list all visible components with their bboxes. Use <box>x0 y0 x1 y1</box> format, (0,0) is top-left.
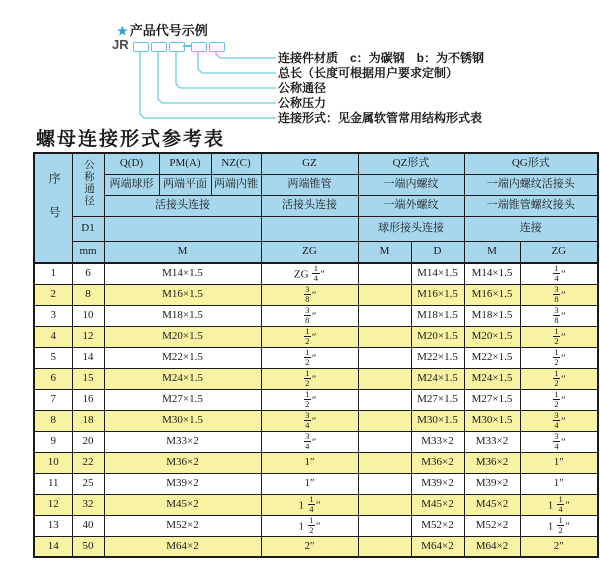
cell-qg-m: M14×1.5 <box>464 263 520 284</box>
header-blank-gz <box>261 216 358 241</box>
cell-mm: 6 <box>72 263 104 284</box>
fraction: $\frac{3}{8}$ <box>554 284 559 304</box>
table-row <box>34 263 598 284</box>
code-dash-icon <box>183 45 191 47</box>
cell-mm: 20 <box>72 431 104 452</box>
cell-qg-zg: 1 $\frac{1}{4}$ ″ <box>520 494 598 515</box>
header-qd: Q(D) <box>104 153 159 174</box>
cell-seq: 14 <box>34 536 72 557</box>
fraction: $\frac{1}{2}$ <box>305 368 310 388</box>
cell-qg-m: M33×2 <box>464 431 520 452</box>
table-row <box>34 326 598 347</box>
cell-qz-d: M39×2 <box>411 473 464 494</box>
cell-seq: 8 <box>34 410 72 431</box>
fraction: $\frac{1}{4}$ <box>313 263 319 284</box>
cell-qz-d: M52×2 <box>411 515 464 536</box>
header-qd-desc: 两端球形 <box>104 174 159 195</box>
cell-qz-m <box>358 473 411 494</box>
table-row <box>34 431 598 452</box>
cell-gz-size: $\frac{1}{2}$ ″ <box>261 347 358 368</box>
code-box <box>209 42 225 52</box>
cell-gz-size: $\frac{3}{8}$ ″ <box>261 305 358 326</box>
cell-qg-m: M24×1.5 <box>464 368 520 389</box>
cell-qg-m: M27×1.5 <box>464 389 520 410</box>
cell-gz-size: 1″ <box>261 473 358 494</box>
cell-qz-m <box>358 536 411 557</box>
cell-qz-m <box>358 431 411 452</box>
cell-qz-d: M27×1.5 <box>411 389 464 410</box>
header-qg-form: QG形式 <box>464 153 598 174</box>
cell-qz-m <box>358 452 411 473</box>
fraction: $\frac{1}{4}$ <box>558 494 563 514</box>
table-row <box>34 494 598 515</box>
cell-qg-m: M36×2 <box>464 452 520 473</box>
cell-seq: 12 <box>34 494 72 515</box>
fraction: $\frac{3}{4}$ <box>305 431 310 451</box>
code-callout-label: 总长（长度可根据用户要求定制） <box>278 66 459 80</box>
cell-qz-m <box>358 389 411 410</box>
cell-qz-d: M14×1.5 <box>411 263 464 284</box>
cell-qz-m <box>358 515 411 536</box>
cell-qz-d: M22×1.5 <box>411 347 464 368</box>
nut-connection-reference-table <box>33 152 599 558</box>
header-qz-desc1: 一端内螺纹 <box>358 174 464 195</box>
cell-gz-size: $\frac{3}{4}$ ″ <box>261 431 358 452</box>
cell-seq: 6 <box>34 368 72 389</box>
fraction: $\frac{3}{4}$ <box>305 410 310 430</box>
code-callout-label: 连接形式：见金属软管常用结构形式表 <box>278 111 483 125</box>
fraction: $\frac{1}{2}$ <box>554 389 559 409</box>
cell-qz-d: M33×2 <box>411 431 464 452</box>
cell-qg-m: M30×1.5 <box>464 410 520 431</box>
cell-mm: 22 <box>72 452 104 473</box>
cell-qg-zg: $\frac{1}{2}$ ″ <box>520 368 598 389</box>
fraction: $\frac{1}{2}$ <box>558 515 563 535</box>
header-qz-connection: 球形接头连接 <box>358 216 464 241</box>
table-row <box>34 410 598 431</box>
cell-qz-d: M16×1.5 <box>411 284 464 305</box>
cell-qg-m: M39×2 <box>464 473 520 494</box>
cell-qg-m: M18×1.5 <box>464 305 520 326</box>
cell-qz-m <box>358 284 411 305</box>
star-icon: ★ <box>117 24 128 38</box>
table-body <box>34 263 598 557</box>
table-row <box>34 347 598 368</box>
cell-mm: 8 <box>72 284 104 305</box>
cell-mm: 32 <box>72 494 104 515</box>
cell-m-thread: M24×1.5 <box>104 368 261 389</box>
cell-qz-m <box>358 347 411 368</box>
table-row <box>34 284 598 305</box>
cell-qg-m: M64×2 <box>464 536 520 557</box>
diagram-title <box>117 20 208 39</box>
header-nzc: NZ(C) <box>211 153 261 174</box>
cell-qg-m: M52×2 <box>464 515 520 536</box>
cell-qz-m <box>358 305 411 326</box>
fraction: $\frac{1}{2}$ <box>309 515 314 535</box>
header-nominal-diameter: 公称通径 <box>72 153 104 216</box>
header-seq: 序号 <box>34 153 72 263</box>
header-nzc-desc: 两端内锥 <box>211 174 261 195</box>
cell-qg-zg: $\frac{1}{2}$ ″ <box>520 389 598 410</box>
header-qg-connection: 连接 <box>464 216 598 241</box>
header-pma-desc: 两端平面 <box>159 174 211 195</box>
code-callout-label: 公称压力 <box>278 96 327 110</box>
table-row <box>34 452 598 473</box>
header-pma: PM(A) <box>159 153 211 174</box>
header-qg-zg: ZG <box>520 241 598 263</box>
cell-qz-m <box>358 263 411 284</box>
cell-mm: 50 <box>72 536 104 557</box>
cell-qz-m <box>358 368 411 389</box>
cell-gz-size: ZG $\frac{1}{4}$ ″ <box>261 263 358 284</box>
header-d1: D1 <box>72 216 104 241</box>
header-qz-desc2: 一端外螺纹 <box>358 195 464 216</box>
table-row <box>34 368 598 389</box>
table-header <box>34 153 598 263</box>
table-row <box>34 515 598 536</box>
cell-m-thread: M22×1.5 <box>104 347 261 368</box>
cell-mm: 25 <box>72 473 104 494</box>
cell-seq: 10 <box>34 452 72 473</box>
cell-seq: 11 <box>34 473 72 494</box>
header-gz-connection: 活接头连接 <box>261 195 358 216</box>
cell-gz-size: $\frac{1}{2}$ ″ <box>261 326 358 347</box>
cell-qz-m <box>358 494 411 515</box>
cell-seq: 2 <box>34 284 72 305</box>
fraction: $\frac{3}{4}$ <box>554 410 559 430</box>
cell-qg-m: M45×2 <box>464 494 520 515</box>
cell-qz-d: M24×1.5 <box>411 368 464 389</box>
code-box <box>151 42 167 52</box>
cell-mm: 14 <box>72 347 104 368</box>
header-m-thread: M <box>104 241 261 263</box>
cell-seq: 3 <box>34 305 72 326</box>
cell-mm: 15 <box>72 368 104 389</box>
cell-qg-zg: $\frac{3}{8}$ ″ <box>520 284 598 305</box>
table-row <box>34 536 598 557</box>
header-gz: GZ <box>261 153 358 174</box>
cell-gz-size: 2″ <box>261 536 358 557</box>
fraction: $\frac{1}{4}$ <box>309 494 314 514</box>
cell-m-thread: M39×2 <box>104 473 261 494</box>
cell-qg-zg: 2″ <box>520 536 598 557</box>
cell-seq: 13 <box>34 515 72 536</box>
code-prefix: JR <box>112 37 129 52</box>
cell-qg-m: M22×1.5 <box>464 347 520 368</box>
header-gz-desc: 两端锥管 <box>261 174 358 195</box>
cell-m-thread: M45×2 <box>104 494 261 515</box>
cell-m-thread: M64×2 <box>104 536 261 557</box>
cell-gz-size: $\frac{1}{2}$ ″ <box>261 389 358 410</box>
fraction: $\frac{1}{2}$ <box>554 326 559 346</box>
header-qz-m: M <box>358 241 411 263</box>
cell-seq: 7 <box>34 389 72 410</box>
fraction: $\frac{1}{4}$ <box>554 263 559 284</box>
fraction: $\frac{1}{2}$ <box>554 347 559 367</box>
cell-qg-zg: $\frac{1}{2}$ ″ <box>520 326 598 347</box>
table-row <box>34 473 598 494</box>
cell-mm: 12 <box>72 326 104 347</box>
cell-qg-zg: $\frac{3}{4}$ ″ <box>520 431 598 452</box>
cell-m-thread: M16×1.5 <box>104 284 261 305</box>
cell-gz-size: $\frac{3}{8}$ ″ <box>261 284 358 305</box>
header-qg-desc2: 一端锥管螺纹接头 <box>464 195 598 216</box>
cell-m-thread: M14×1.5 <box>104 263 261 284</box>
code-box <box>169 42 185 52</box>
cell-qg-zg: 1″ <box>520 452 598 473</box>
header-blank-left <box>104 216 261 241</box>
cell-gz-size: $\frac{3}{4}$ ″ <box>261 410 358 431</box>
cell-m-thread: M18×1.5 <box>104 305 261 326</box>
cell-qz-d: M18×1.5 <box>411 305 464 326</box>
cell-qz-m <box>358 410 411 431</box>
cell-qz-d: M20×1.5 <box>411 326 464 347</box>
cell-qg-zg: $\frac{1}{4}$ ″ <box>520 263 598 284</box>
header-mm: mm <box>72 241 104 263</box>
header-qg-desc1: 一端内螺纹活接头 <box>464 174 598 195</box>
header-qz-d: D <box>411 241 464 263</box>
table-row <box>34 389 598 410</box>
fraction: $\frac{3}{8}$ <box>554 305 559 325</box>
header-union-connection: 活接头连接 <box>104 195 261 216</box>
cell-gz-size: 1 $\frac{1}{4}$ ″ <box>261 494 358 515</box>
cell-gz-size: 1 $\frac{1}{2}$ ″ <box>261 515 358 536</box>
cell-seq: 5 <box>34 347 72 368</box>
cell-m-thread: M36×2 <box>104 452 261 473</box>
cell-m-thread: M30×1.5 <box>104 410 261 431</box>
fraction: $\frac{1}{2}$ <box>305 389 310 409</box>
header-qg-m: M <box>464 241 520 263</box>
fraction: $\frac{1}{2}$ <box>305 326 310 346</box>
cell-seq: 9 <box>34 431 72 452</box>
cell-qz-m <box>358 326 411 347</box>
cell-m-thread: M33×2 <box>104 431 261 452</box>
fraction: $\frac{3}{8}$ <box>305 305 310 325</box>
cell-seq: 4 <box>34 326 72 347</box>
code-callout-label: 公称通径 <box>278 81 327 95</box>
cell-seq: 1 <box>34 263 72 284</box>
code-box <box>133 42 149 52</box>
cell-qg-zg: 1 $\frac{1}{2}$ ″ <box>520 515 598 536</box>
code-callout-label: 连接件材质 c：为碳钢 b：为不锈钢 <box>278 51 485 65</box>
header-qz-form: QZ形式 <box>358 153 464 174</box>
code-box <box>191 42 207 52</box>
fraction: $\frac{3}{4}$ <box>554 431 559 451</box>
fraction: $\frac{1}{2}$ <box>305 347 310 367</box>
fraction: $\frac{1}{2}$ <box>554 368 559 388</box>
cell-qz-d: M45×2 <box>411 494 464 515</box>
header-zg-gz: ZG <box>261 241 358 263</box>
table-row <box>34 305 598 326</box>
cell-mm: 18 <box>72 410 104 431</box>
cell-qz-d: M30×1.5 <box>411 410 464 431</box>
cell-qg-m: M16×1.5 <box>464 284 520 305</box>
cell-qg-m: M20×1.5 <box>464 326 520 347</box>
cell-qg-zg: $\frac{3}{4}$ ″ <box>520 410 598 431</box>
fraction: $\frac{3}{8}$ <box>305 284 310 304</box>
cell-qg-zg: 1″ <box>520 473 598 494</box>
cell-m-thread: M52×2 <box>104 515 261 536</box>
cell-qg-zg: $\frac{3}{8}$ ″ <box>520 305 598 326</box>
cell-qg-zg: $\frac{1}{2}$ ″ <box>520 347 598 368</box>
cell-gz-size: $\frac{1}{2}$ ″ <box>261 368 358 389</box>
cell-qz-d: M36×2 <box>411 452 464 473</box>
cell-mm: 10 <box>72 305 104 326</box>
cell-mm: 16 <box>72 389 104 410</box>
diagram-title-text: 产品代号示例 <box>129 23 208 38</box>
cell-qz-d: M64×2 <box>411 536 464 557</box>
cell-m-thread: M20×1.5 <box>104 326 261 347</box>
page-title: 螺母连接形式参考表 <box>36 129 226 150</box>
cell-gz-size: 1″ <box>261 452 358 473</box>
cell-mm: 40 <box>72 515 104 536</box>
cell-m-thread: M27×1.5 <box>104 389 261 410</box>
